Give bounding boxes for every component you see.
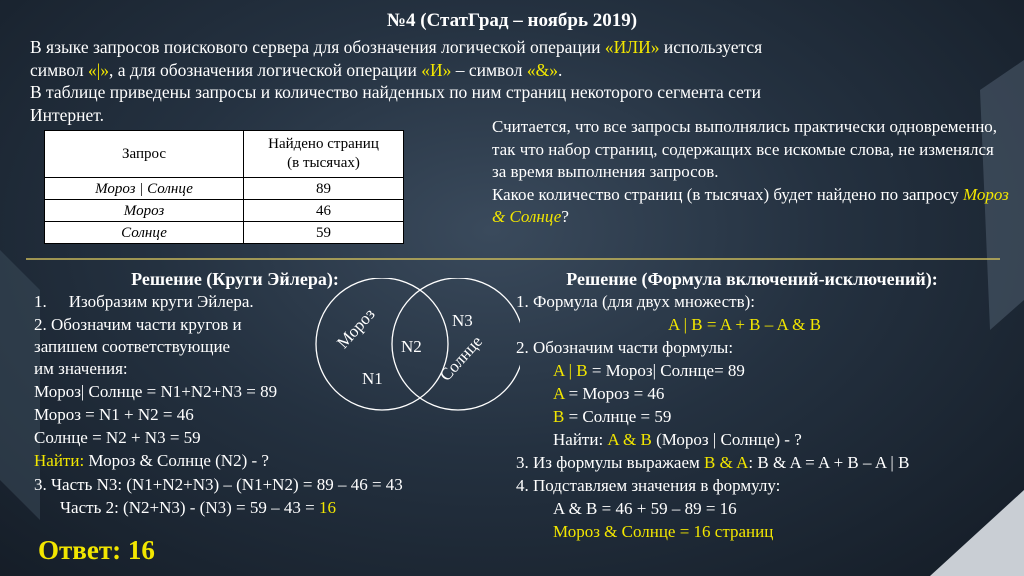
left-equation-3: Солнце = N2 + N3 = 59: [34, 428, 201, 447]
right-step-4: 4. Подставляем значения в формулу:: [516, 476, 781, 495]
final-answer: Ответ: 16: [38, 535, 155, 565]
query-cell: Мороз: [45, 200, 244, 222]
venn-diagram: [300, 278, 520, 418]
left-equation-1: Мороз| Солнце = N1+N2+N3 = 89: [34, 382, 278, 401]
step-text: 3. Из формулы выражаем: [516, 453, 705, 472]
query-table: [44, 130, 404, 244]
note-paragraph-2: [492, 184, 1012, 229]
def-text: = Мороз = 46: [564, 384, 665, 403]
def-symbol: A: [553, 384, 565, 403]
solntse-label: Солнце: [435, 331, 486, 385]
note-paragraph-1: Считается, что все запросы выполнялись практически одновременно, так что набор страниц, содержащих все искомые слова, не изменялся за время выполнения запросов.: [492, 117, 998, 181]
def-text: = Мороз| Солнце= 89: [587, 361, 745, 380]
step-number: 1.: [34, 292, 47, 311]
amp-symbol-text: «&»: [526, 59, 558, 80]
note-text: ?: [561, 207, 569, 226]
note-text: Какое количество страниц (в тысячах) будет найдено по запросу: [492, 184, 963, 204]
step-text: : B & A = A + B – A | B: [748, 453, 910, 472]
right-result: Мороз & Солнце = 16 страниц: [553, 522, 774, 541]
table-header-row: [45, 131, 404, 178]
find-symbol: A & B: [607, 430, 652, 449]
right-step-1: 1. Формула (для двух множеств):: [516, 292, 755, 311]
col-found-header-line2: (в тысячах): [287, 155, 360, 171]
inclusion-exclusion-formula: A | B = A + B – A & B: [668, 315, 821, 334]
right-step-2: 2. Обозначим части формулы:: [516, 338, 734, 357]
left-step-2-cont: запишем соответствующие: [34, 337, 231, 356]
right-def-1: [553, 360, 745, 382]
target-query-text: Мороз & Солнце: [492, 184, 1009, 226]
query-cell: Солнце: [45, 222, 244, 244]
right-def-2: [553, 383, 664, 405]
value-cell: 59: [244, 222, 404, 244]
left-step-2-cont2: им значения:: [34, 359, 128, 378]
left-step-3: 3. Часть N3: (N1+N2+N3) – (N1+N2) = 89 – 46 = 43: [34, 475, 403, 494]
formula-solution-heading: Решение (Формула включений-исключений):: [566, 269, 938, 289]
problem-intro: [30, 36, 990, 126]
intro-text: символ: [30, 59, 88, 80]
intro-text: В языке запросов поискового сервера для обозначения логической операции: [30, 37, 605, 57]
def-text: = Солнце = 59: [564, 407, 672, 426]
corner-triangle-shape: [930, 490, 1024, 576]
or-symbol-text: «ИЛИ»: [604, 37, 660, 57]
n1-label: N1: [362, 369, 383, 388]
step-symbol: B & A: [704, 453, 749, 472]
problem-note: [492, 116, 1012, 229]
right-calculation: A & B = 46 + 59 – 89 = 16: [553, 499, 737, 518]
value-cell: 46: [244, 200, 404, 222]
n2-label: N2: [401, 337, 422, 356]
find-label: Найти:: [34, 451, 85, 470]
col-query-header: Запрос: [45, 131, 244, 178]
find-text: (Мороз | Солнце) - ?: [651, 430, 802, 449]
left-step-3-part2: [60, 497, 336, 519]
intro-line-2: [30, 59, 990, 82]
pipe-symbol-text: «|»: [87, 59, 109, 80]
moroz-label: Мороз: [333, 304, 379, 353]
intro-line-4: Интернет.: [30, 104, 105, 125]
left-find: [34, 450, 269, 472]
def-symbol: A | B: [553, 361, 588, 380]
intro-text: .: [557, 59, 563, 80]
value-cell: 89: [244, 178, 404, 200]
part2-value: 16: [318, 498, 336, 517]
and-word-text: «И»: [421, 59, 452, 80]
page-title: №4 (СтатГрад – ноябрь 2019): [386, 10, 638, 31]
table-row: [45, 200, 404, 222]
moroz-circle: [316, 278, 448, 410]
find-text: Найти:: [553, 430, 608, 449]
table-row: [45, 178, 404, 200]
right-step-3: [516, 452, 909, 474]
intro-line-3: В таблице приведены запросы и количество найденных по ним страниц некоторого сегмента сети: [30, 82, 761, 102]
step-text: Изобразим круги Эйлера.: [68, 292, 254, 311]
euler-solution-heading: Решение (Круги Эйлера):: [131, 269, 339, 289]
intro-text: – символ: [451, 59, 527, 80]
find-text: Мороз & Солнце (N2) - ?: [84, 451, 269, 470]
col-found-header-line1: Найдено страниц: [268, 136, 379, 152]
n3-label: N3: [452, 311, 473, 330]
left-equation-2: Мороз = N1 + N2 = 46: [34, 405, 194, 424]
right-find: [553, 429, 802, 451]
col-found-header: [244, 131, 404, 178]
intro-text: используется: [659, 37, 763, 57]
left-step-2: 2. Обозначим части кругов и: [34, 315, 242, 334]
right-def-3: [553, 406, 671, 428]
left-step-1: [34, 291, 254, 313]
intro-line-1: [30, 36, 990, 59]
query-cell: Мороз | Солнце: [45, 178, 244, 200]
def-symbol: B: [553, 407, 565, 426]
intro-text: , а для обозначения логической операции: [109, 59, 422, 80]
part2-text: Часть 2: (N2+N3) - (N3) = 59 – 43 =: [60, 498, 319, 517]
table-row: [45, 222, 404, 244]
